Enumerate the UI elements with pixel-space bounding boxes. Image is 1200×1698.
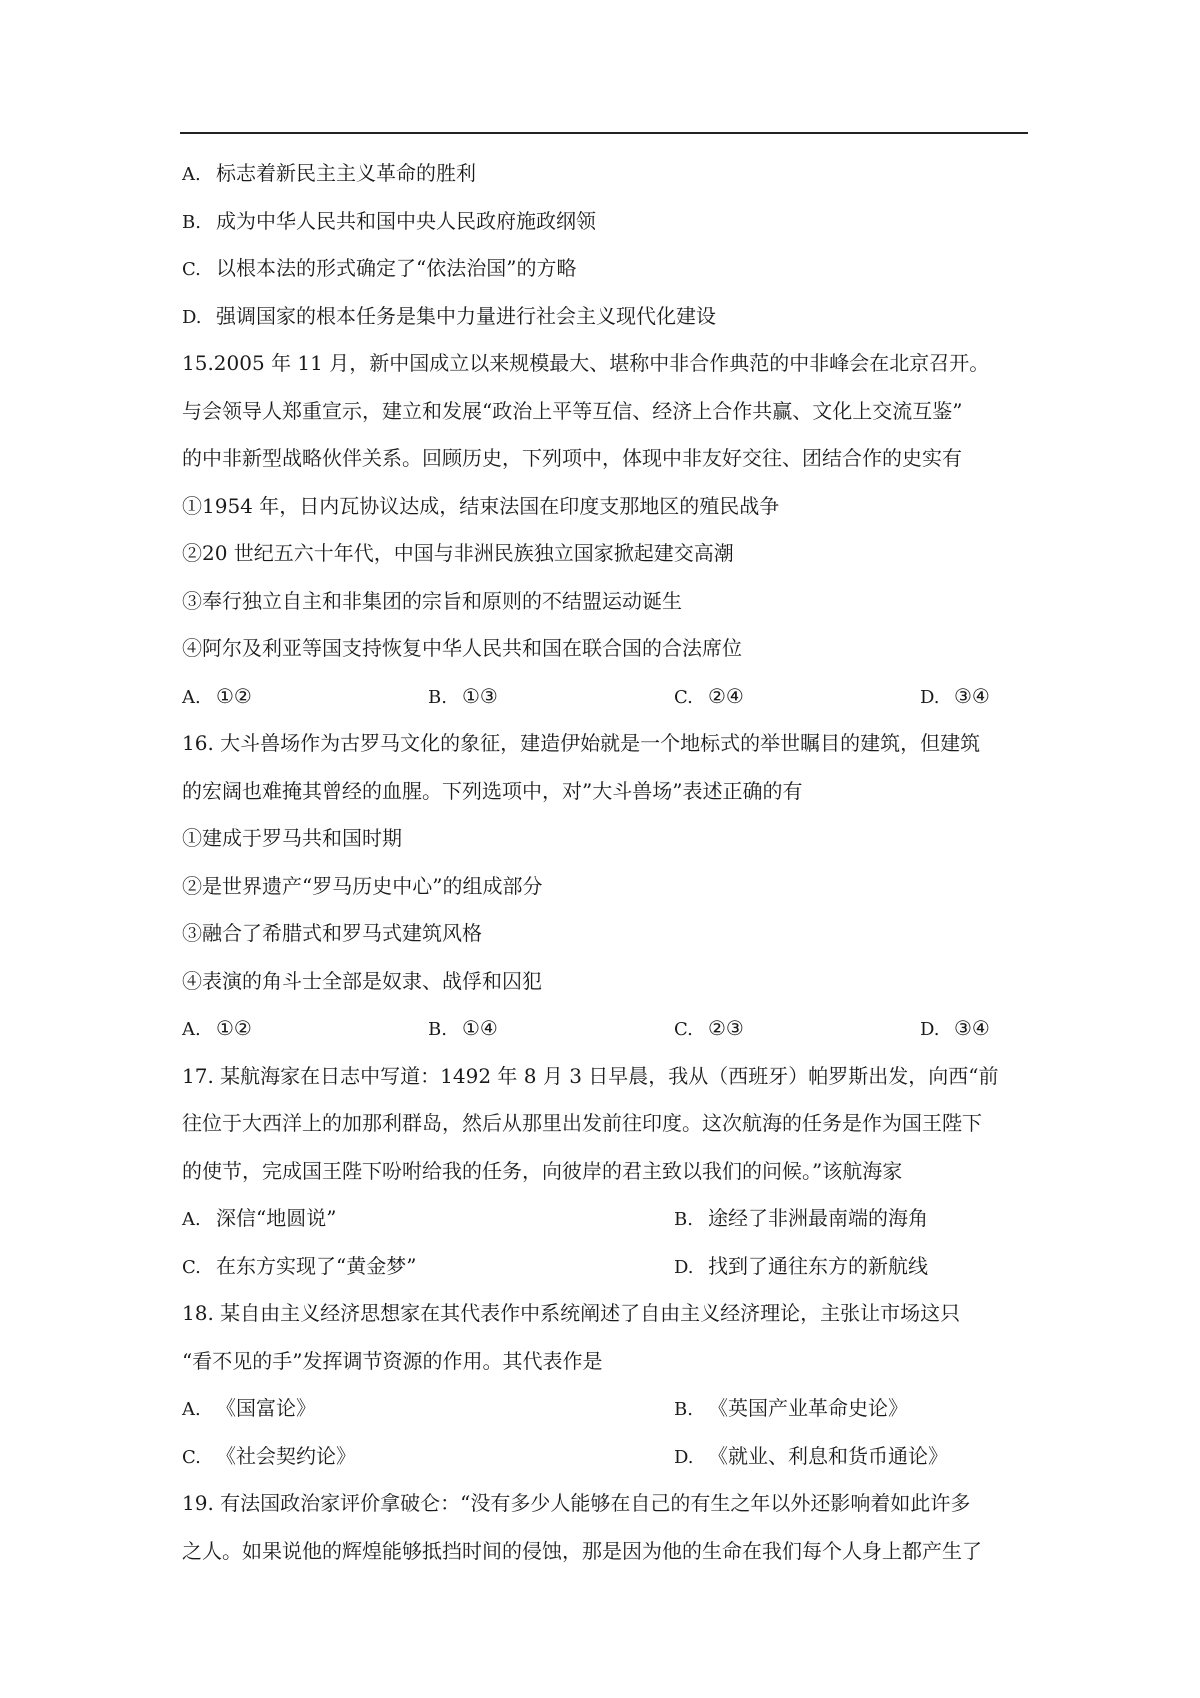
q15-stem-line: 的中非新型战略伙伴关系。回顾历史，下列项中，体现中非友好交往、团结合作的史实有 xyxy=(182,446,962,470)
q18-option-d: D. 《就业、利息和货币通论》 xyxy=(674,1443,948,1468)
q15-item: ④阿尔及利亚等国支持恢复中华人民共和国在联合国的合法席位 xyxy=(182,636,742,660)
q18-options-row xyxy=(182,1385,1028,1433)
q14-option-b: B. 成为中华人民共和国中央人民政府施政纲领 xyxy=(182,208,596,233)
q19-stem-line: 之人。如果说他的辉煌能够抵挡时间的侵蚀，那是因为他的生命在我们每个人身上都产生了 xyxy=(182,1538,982,1563)
q16-item: ④表演的角斗士全部是奴隶、战俘和囚犯 xyxy=(182,968,542,993)
q17-options-row xyxy=(182,1195,1028,1243)
q14-option-d: D. 强调国家的根本任务是集中力量进行社会主义现代化建设 xyxy=(182,303,716,328)
q18-stem-line: 18. 某自由主义经济思想家在其代表作中系统阐述了自由主义经济理论，主张让市场这只 xyxy=(182,1301,961,1325)
q17-option-d: D. 找到了通往东方的新航线 xyxy=(674,1253,928,1278)
q15-stem-line: 15.2005 年 11 月，新中国成立以来规模最大、堪称中非合作典范的中非峰会在北京召开。 xyxy=(182,351,990,375)
q18-options-row xyxy=(182,1433,1028,1481)
q17-stem-line: 17. 某航海家在日志中写道：1492 年 8 月 3 日早晨，我从（西班牙）帕罗斯出发，向西“前 xyxy=(182,1063,999,1088)
q16-item: ③融合了希腊式和罗马式建筑风格 xyxy=(182,921,482,945)
q15-options xyxy=(182,673,1028,721)
q14-option-c: C. 以根本法的形式确定了“依法治国”的方略 xyxy=(182,256,577,280)
q15-option-a: A. ①② xyxy=(182,683,252,708)
q17-options-row xyxy=(182,1243,1028,1291)
exam-content xyxy=(182,150,1028,1575)
q16-option-d: D. ③④ xyxy=(920,1016,990,1040)
q16-option-b: B. ①④ xyxy=(428,1016,498,1040)
q15-option-c: C. ②④ xyxy=(674,683,744,708)
q18-stem-line: “看不见的手”发挥调节资源的作用。其代表作是 xyxy=(182,1348,603,1373)
q17-stem-line: 往位于大西洋上的加那利群岛，然后从那里出发前往印度。这次航海的任务是作为国王陛下 xyxy=(182,1111,982,1135)
q16-stem-line: 16. 大斗兽场作为古罗马文化的象征，建造伊始就是一个地标式的举世瞩目的建筑，但建筑 xyxy=(182,731,981,755)
q16-option-c: C. ②③ xyxy=(674,1016,744,1040)
q16-item: ②是世界遗产“罗马历史中心”的组成部分 xyxy=(182,873,543,898)
q15-item: ②20 世纪五六十年代，中国与非洲民族独立国家掀起建交高潮 xyxy=(182,541,734,565)
q14-option-a: A. 标志着新民主主义革命的胜利 xyxy=(182,161,476,185)
q18-option-a: A. 《国富论》 xyxy=(182,1396,316,1420)
q15-option-b: B. ①③ xyxy=(428,683,498,708)
header-rule xyxy=(180,132,1028,134)
q16-options xyxy=(182,1005,1028,1053)
q15-item: ③奉行独立自主和非集团的宗旨和原则的不结盟运动诞生 xyxy=(182,588,682,613)
q15-option-d: D. ③④ xyxy=(920,683,990,708)
q17-stem-line: 的使节，完成国王陛下吩咐给我的任务，向彼岸的君主致以我们的问候。”该航海家 xyxy=(182,1158,903,1183)
q17-option-a: A. 深信“地圆说” xyxy=(182,1206,337,1230)
q19-stem-line: 19. 有法国政治家评价拿破仑：“没有多少人能够在自己的有生之年以外还影响着如此许多 xyxy=(182,1491,971,1515)
q18-option-b: B. 《英国产业革命史论》 xyxy=(674,1396,908,1420)
q16-stem-line: 的宏阔也难掩其曾经的血腥。下列选项中，对”大斗兽场”表述正确的有 xyxy=(182,778,803,803)
q18-option-c: C. 《社会契约论》 xyxy=(182,1443,356,1468)
q15-item: ①1954 年，日内瓦协议达成，结束法国在印度支那地区的殖民战争 xyxy=(182,493,780,518)
q17-option-c: C. 在东方实现了“黄金梦” xyxy=(182,1253,417,1278)
q16-item: ①建成于罗马共和国时期 xyxy=(182,826,402,850)
q16-option-a: A. ①② xyxy=(182,1016,252,1040)
q17-option-b: B. 途经了非洲最南端的海角 xyxy=(674,1206,928,1230)
q15-stem-line: 与会领导人郑重宣示，建立和发展“政治上平等互信、经济上合作共赢、文化上交流互鉴” xyxy=(182,398,963,423)
